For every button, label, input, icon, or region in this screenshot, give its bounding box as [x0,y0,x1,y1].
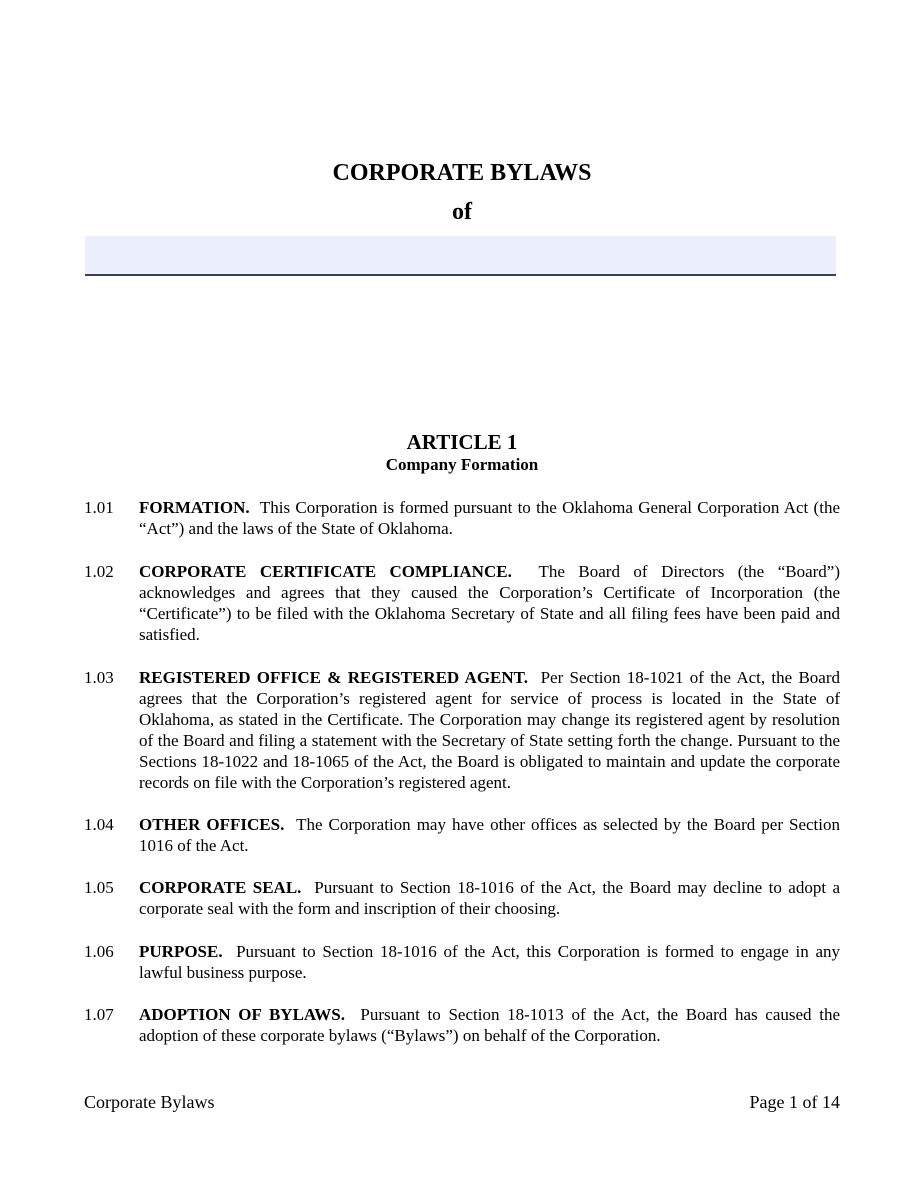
section-text: Pursuant to Section 18-1016 of the Act, the Board may decline to adopt a corporate seal with the form and inscription of their choosing. [139,878,841,918]
section-1-03 [84,667,840,793]
section-body [139,877,840,919]
footer-document-name: Corporate Bylaws [84,1092,215,1112]
section-title: FORMATION. [139,498,250,517]
section-text: Per Section 18-1021 of the Act, the Board agrees that the Corporation’s registered agent for service of process is located in the State of Oklahoma, as stated in the Certificate. The Corporation may change its registered agent by resolution of the Board and filing a statement with the Secretary of State setting forth the change. Pursuant to the Sections 18-1022 and 18-1065 of the Act, the Board is obligated to maintain and update the corporate records on file with the Corporation’s registered agent. [139,668,840,792]
section-title: OTHER OFFICES. [139,815,285,834]
document-of-label: of [452,199,472,225]
section-1-01 [84,497,840,539]
section-title: CORPORATE SEAL. [139,878,302,897]
document-title: CORPORATE BYLAWS [332,160,592,186]
section-text: The Corporation may have other offices as selected by the Board per Section 1016 of the Act. [139,815,840,855]
section-text: Pursuant to Section 18-1016 of the Act, this Corporation is formed to engage in any lawful business purpose. [139,942,841,982]
section-1-06 [84,941,840,983]
section-number: 1.03 [84,668,114,687]
section-body [139,497,840,539]
section-text: This Corporation is formed pursuant to the Oklahoma General Corporation Act (the “Act”) and the laws of the State of Oklahoma. [139,498,840,538]
section-number: 1.07 [84,1005,114,1024]
section-title: REGISTERED OFFICE & REGISTERED AGENT. [139,668,528,687]
article-subheading: Company Formation [385,455,539,474]
section-body [139,1004,840,1046]
section-text: The Board of Directors (the “Board”) acknowledges and agrees that they caused the Corporation’s Certificate of Incorporation (the “Certificate”) to be filed with the Oklahoma Secretary of State and all filing fees have been paid and satisfied. [139,562,840,644]
corporation-name-field[interactable] [85,236,836,276]
section-text: Pursuant to Section 18-1013 of the Act, the Board has caused the adoption of these corporate bylaws (“Bylaws”) on behalf of the Corporation. [139,1005,840,1045]
article-heading: ARTICLE 1 [406,430,518,454]
section-body [139,814,840,856]
section-number: 1.06 [84,942,114,961]
section-1-04 [84,814,840,856]
section-title: ADOPTION OF BYLAWS. [139,1005,346,1024]
section-number: 1.05 [84,878,114,897]
section-number: 1.04 [84,815,114,834]
section-title: PURPOSE. [139,942,223,961]
section-body [139,561,840,645]
section-number: 1.01 [84,498,114,517]
section-1-05 [84,877,840,919]
section-1-02 [84,561,840,645]
section-1-07 [84,1004,840,1046]
section-body [139,941,840,983]
footer-page-number: Page 1 of 14 [749,1092,840,1112]
section-title: CORPORATE CERTIFICATE COMPLIANCE. [139,562,512,581]
section-number: 1.02 [84,562,114,581]
section-body [139,667,840,793]
